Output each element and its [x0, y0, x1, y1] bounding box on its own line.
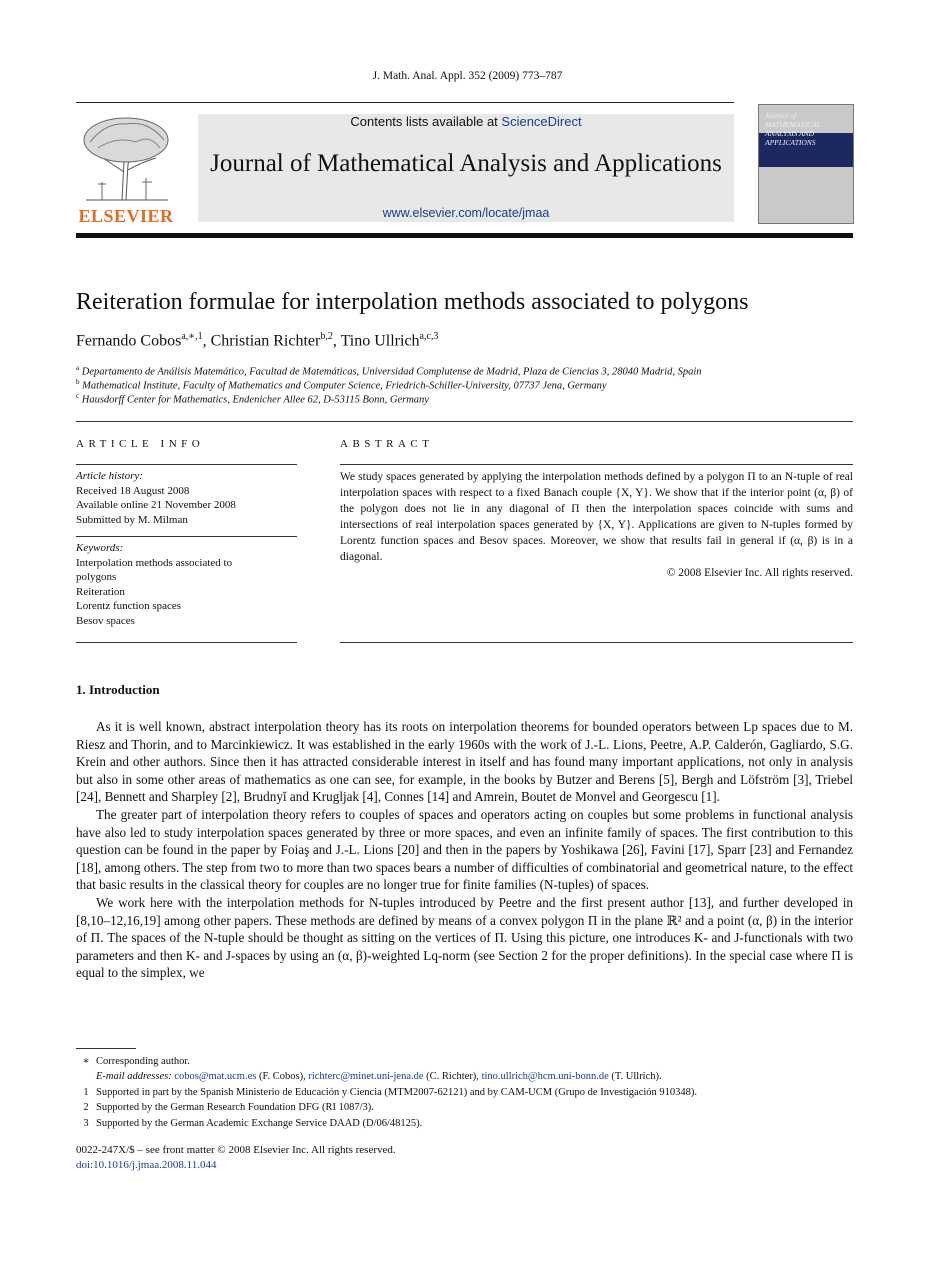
divider [76, 464, 297, 465]
keywords-label: Keywords: [76, 542, 124, 554]
footnote [76, 1085, 853, 1100]
email-link[interactable]: cobos@mat.ucm.es [174, 1071, 257, 1083]
divider [76, 642, 297, 643]
email-owner: (F. Cobos), [256, 1071, 309, 1083]
history-submitted: Submitted by M. Milman [76, 513, 188, 526]
affiliation-mark: b [76, 378, 80, 386]
front-matter [76, 1143, 396, 1173]
cover-text: Journal of MATHEMATICAL ANALYSIS AND APPLICATIONS [765, 111, 821, 147]
footnote-mark: 3 [83, 1117, 89, 1129]
contents-prefix: Contents lists available at [350, 114, 502, 129]
author-name[interactable]: Christian Richter [210, 332, 321, 350]
author-sep: , [332, 332, 341, 350]
email-link[interactable]: richterc@minet.uni-jena.de [308, 1071, 424, 1083]
keyword: Interpolation methods associated to [76, 556, 233, 569]
doi-link[interactable]: doi:10.1016/j.jmaa.2008.11.044 [76, 1159, 217, 1171]
footnote [76, 1100, 853, 1115]
footnote-mark: ∗ [82, 1056, 90, 1067]
author-sup: a,∗,1 [181, 331, 203, 342]
article-info-heading: ARTICLE INFO [76, 438, 205, 450]
article-title: Reiteration formulae for interpolation methods associated to polygons [76, 289, 749, 315]
journal-url-link[interactable]: www.elsevier.com/locate/jmaa [382, 206, 550, 220]
history-online: Available online 21 November 2008 [76, 499, 236, 511]
footnote-text: Corresponding author. [96, 1056, 190, 1067]
paragraph: As it is well known, abstract interpolation theory has its roots on interpolation theorems for bounded operators between Lp spaces due to M. Riesz and Thorin, and to Marcinkiewicz. It was established in the early 1960s with the work of J.-L. Lions, Peetre, A.P. Calderón, Gagliardo, S.G. Krein and other authors. Since then it has attracted considerable interest in itself and has found many important applications, not only in analysis but also in some other areas of mathematics as one can see, for example, in the books by Butzer and Berens [5], Bergh and Löfström [3], Triebel [24], Bennett and Sharpley [2], Brudnyĭ and Krugljak [4], Connes [14] and Amrein, Boutet de Monvel and Georgescu [1]. [76, 719, 853, 805]
footnote-text: Supported in part by the Spanish Ministerio de Educación y Ciencia (MTM2007-62121) and by CAM-UCM (Grupo de Investigación 910348). [96, 1086, 698, 1098]
intro-body [76, 718, 853, 982]
elsevier-logo[interactable] [76, 112, 176, 224]
affiliation-text: Hausdorff Center for Mathematics, Endenicher Allee 62, D-53115 Bonn, Germany [81, 394, 429, 406]
footnote-corresponding [76, 1054, 853, 1069]
author-sep: , [202, 332, 211, 350]
header-thick-rule [76, 233, 853, 238]
footnote-mark: 2 [83, 1102, 89, 1114]
footnote-mark: 1 [83, 1086, 89, 1098]
paragraph: We work here with the interpolation methods for N-tuples introduced by Peetre and the first present author [13], and further developed in [8,10–12,16,19] among other papers. These methods are defined by means of a convex polygon Π in the plane ℝ² and a point (α, β) in the interior of Π. The spaces of the N-tuple should be thought as sitting on the vertices of Π. Using this picture, one introduces K- and J-functionals with two parameters and then K- and J-spaces by using an (α, β)-weighted Lq-norm (see Section 2 for the proper definitions). In the special case where Π is equal to the simplex, we [76, 894, 853, 981]
email-link[interactable]: tino.ullrich@hcm.uni-bonn.de [481, 1071, 609, 1083]
header-rule [76, 102, 734, 103]
divider [76, 536, 297, 537]
author-list [76, 331, 438, 350]
footnote-text: Supported by the German Research Foundation DFG (RI 1087/3). [96, 1102, 374, 1114]
issn-line: 0022-247X/$ – see front matter © 2008 Elsevier Inc. All rights reserved. [76, 1144, 396, 1156]
divider [340, 464, 853, 465]
affiliation [76, 364, 702, 378]
email-owner: (T. Ullrich). [608, 1071, 662, 1083]
journal-citation: J. Math. Anal. Appl. 352 (2009) 773–787 [372, 70, 563, 82]
affiliation-text: Departamento de Análisis Matemático, Facultad de Matemáticas, Universidad Complutense de Madrid, Plaza de Ciencias 3, 28040 Madrid, Spain [81, 366, 702, 378]
elsevier-wordmark: ELSEVIER [78, 206, 174, 226]
keyword: Lorentz function spaces [76, 600, 182, 612]
footnote-mark-blank [76, 1069, 96, 1084]
history-label: Article history: [76, 470, 143, 482]
email-label: E-mail addresses: [96, 1071, 172, 1083]
affiliation-mark: c [76, 392, 80, 400]
abstract-heading: ABSTRACT [340, 438, 434, 450]
keyword: Besov spaces [76, 614, 135, 627]
footnote [76, 1116, 853, 1131]
footnote-text: Supported by the German Academic Exchange Service DAAD (D/06/48125). [96, 1117, 423, 1129]
author-sup: b,2 [320, 331, 333, 342]
journal-cover-thumbnail[interactable] [758, 104, 854, 224]
sciencedirect-link[interactable]: ScienceDirect [501, 114, 582, 129]
journal-title: Journal of Mathematical Analysis and Applications [210, 150, 722, 177]
affiliation-text: Mathematical Institute, Faculty of Mathematics and Computer Science, Friedrich-Schiller-University, 07737 Jena, Germany [82, 380, 607, 392]
divider [76, 421, 853, 422]
affiliation-mark: a [76, 364, 80, 372]
journal-banner [198, 114, 734, 222]
keyword: polygons [76, 571, 117, 583]
author-name[interactable]: Tino Ullrich [340, 332, 420, 350]
affiliation [76, 392, 429, 406]
keyword: Reiteration [76, 585, 125, 598]
contents-line [198, 114, 734, 129]
footnote-rule [76, 1048, 136, 1049]
paragraph: The greater part of interpolation theory refers to couples of spaces and operators acting on couples but some problems in functional analysis have also led to study interpolation spaces generated by three or more spaces, and even an infinite family of spaces. The first contribution to this question can be found in the paper by Foiaş and J.-L. Lions [20] and then in the papers by Yoshikawa [26], Favini [17], Sparr [23] and Fernandez [18], among others. The step from two to more than two spaces bears a number of difficulties of combinatorial and geometrical nature, to the effect that basic results in the classical theory for couples are no longer true for finite families (N-tuples) of spaces. [76, 806, 853, 893]
author-sup: a,c,3 [419, 331, 439, 342]
divider [340, 642, 853, 643]
article-history [76, 469, 236, 527]
email-owner: (C. Richter), [423, 1071, 482, 1083]
history-received: Received 18 August 2008 [76, 484, 190, 497]
footnote-emails [76, 1069, 853, 1084]
keywords [76, 541, 232, 628]
abstract-copyright: © 2008 Elsevier Inc. All rights reserved. [666, 567, 853, 579]
section-heading: 1. Introduction [76, 682, 160, 697]
affiliation [76, 378, 607, 392]
tree-icon [76, 112, 176, 204]
abstract-body [340, 469, 853, 581]
abstract-text: We study spaces generated by applying the interpolation methods defined by a polygon Π to an N-tuple of real interpolation spaces with respect to a fixed Banach couple {X, Y}. We show that if the interior point (α, β) of the polygon does not lie in any diagonal of Π then the interpolation spaces coincide with sums and intersections of real interpolation spaces generated by {X, Y}. Applications are given to N-tuples formed by Lorentz function spaces and Besov spaces. Moreover, we show that results fail in general if (α, β) is in a diagonal. [340, 471, 853, 563]
author-name[interactable]: Fernando Cobos [76, 332, 182, 350]
footnotes [76, 1054, 853, 1131]
